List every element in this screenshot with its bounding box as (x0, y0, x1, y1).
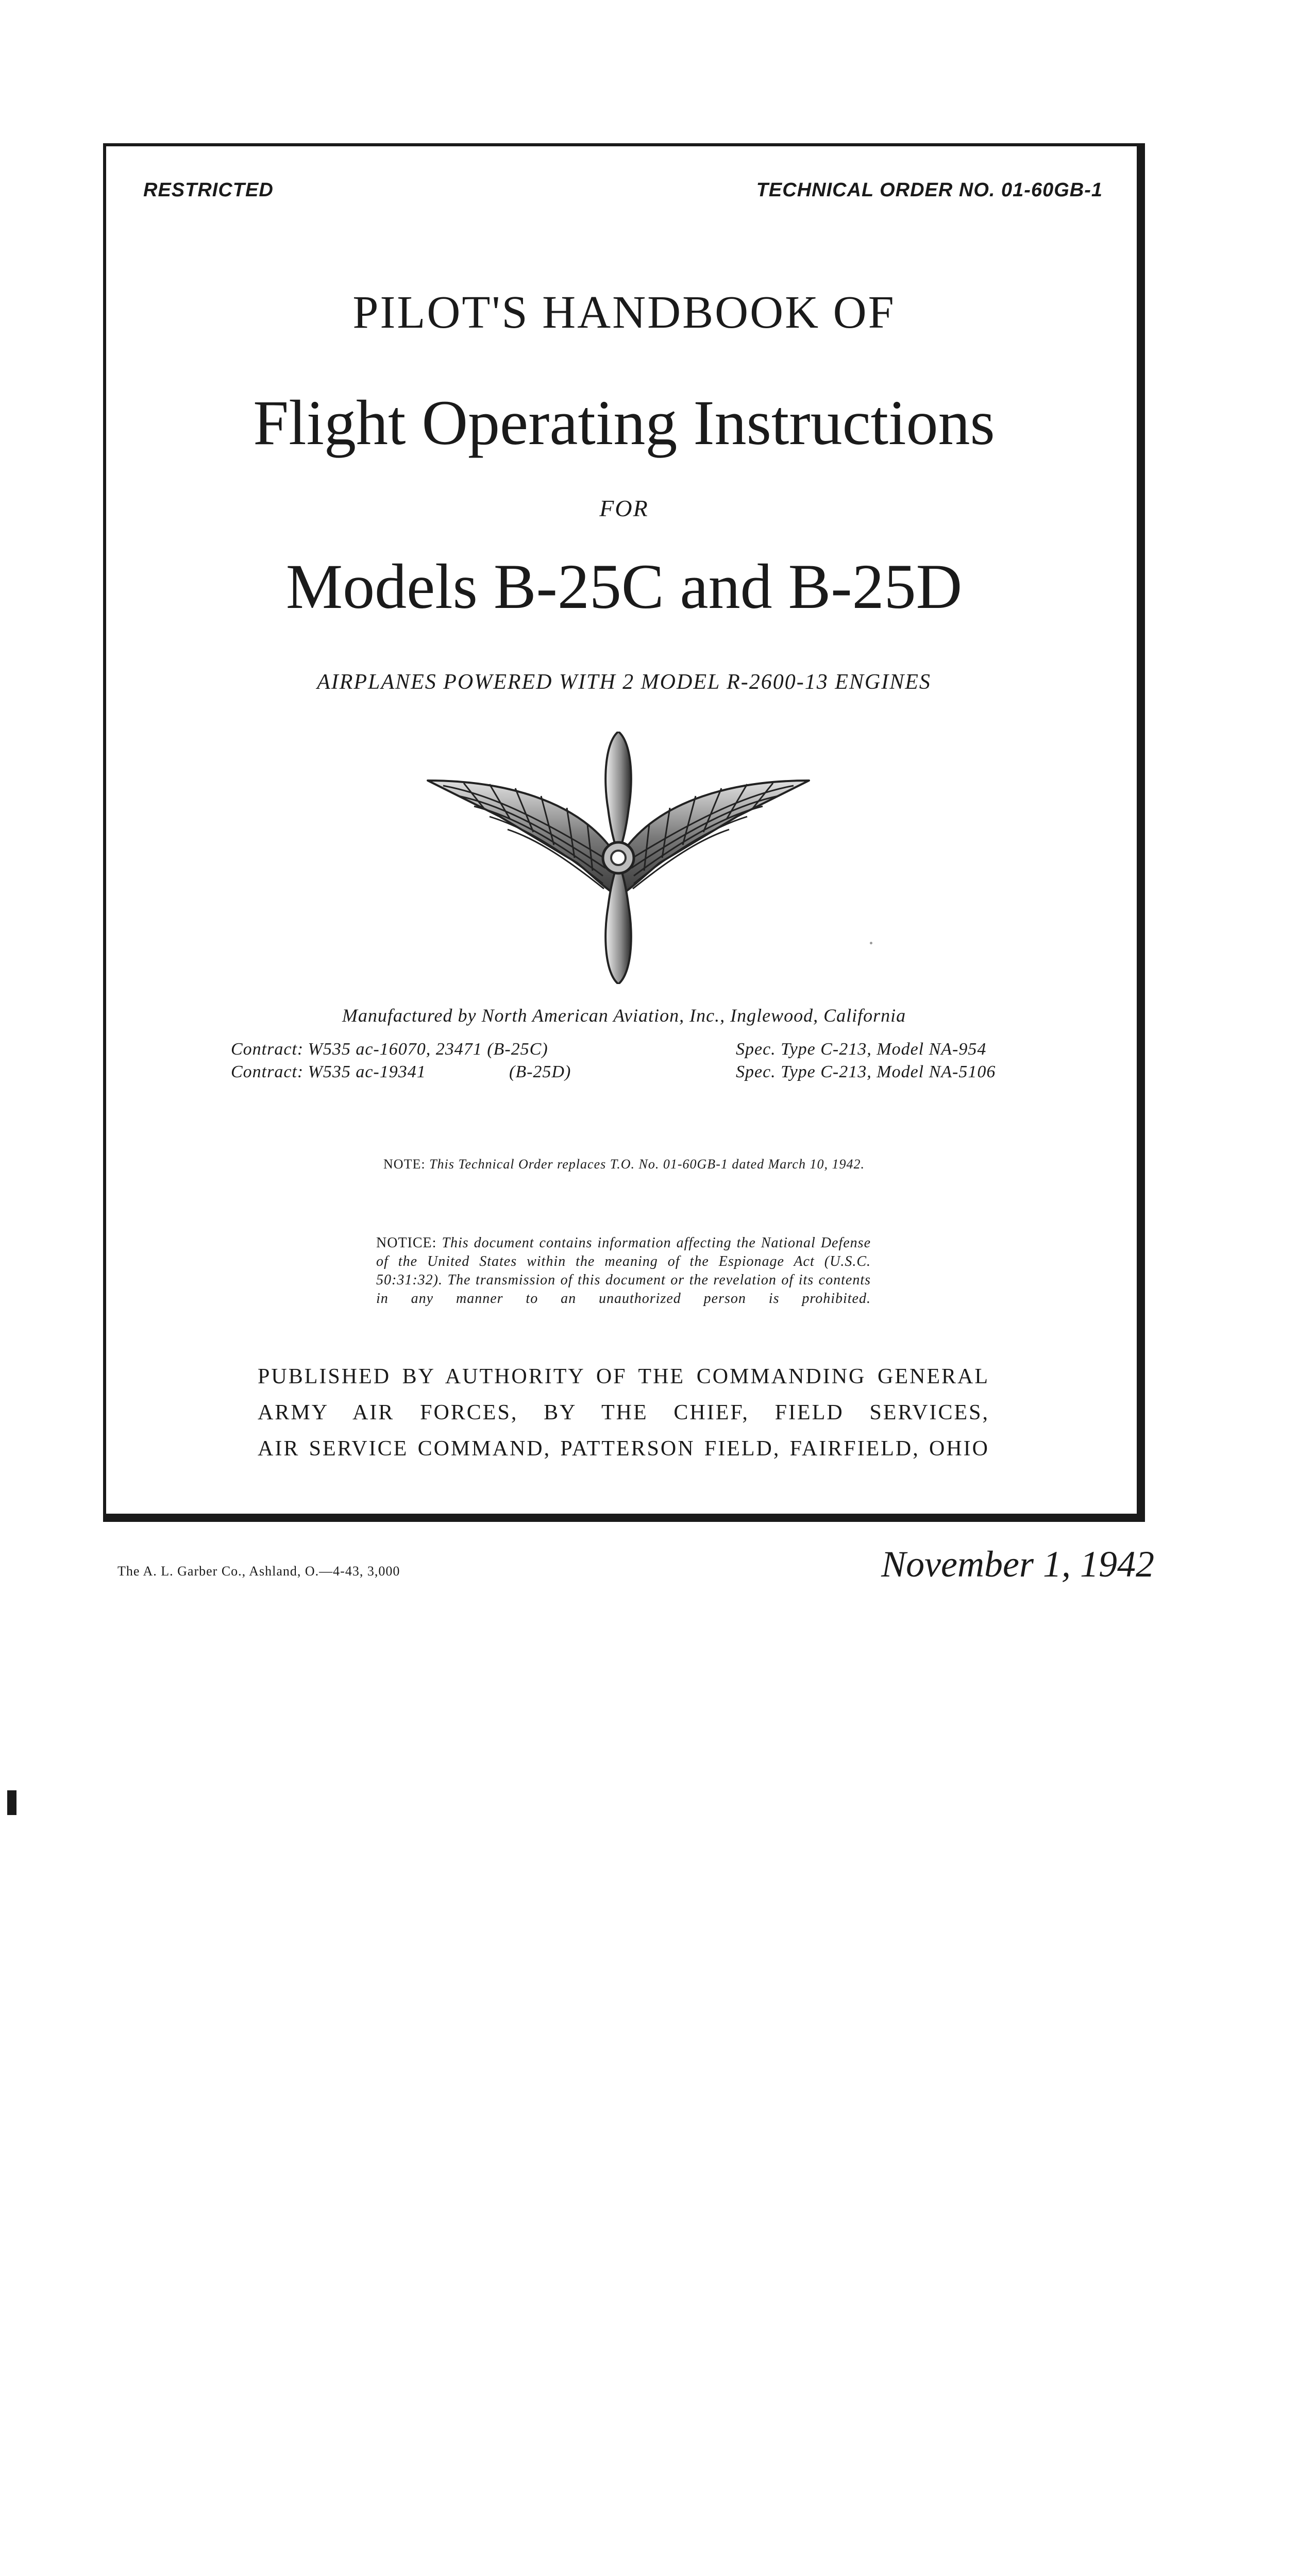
classification-label: RESTRICTED (143, 179, 274, 201)
contract-number: W535 ac-19341 (308, 1062, 426, 1081)
contract-number: W535 ac-16070, 23471 (B-25C) (308, 1040, 548, 1059)
scan-speck (870, 942, 872, 944)
publisher-line-2: ARMY AIR FORCES, BY THE CHIEF, FIELD SERVICES, (258, 1401, 989, 1425)
note-line (103, 1157, 1145, 1172)
publisher-line-3: AIR SERVICE COMMAND, PATTERSON FIELD, FAIRFIELD, OHIO (258, 1437, 989, 1461)
contract-spec-1: Spec. Type C-213, Model NA-954 (736, 1040, 987, 1059)
scan-edge-mark (7, 1790, 16, 1815)
contract-model-2: (B-25D) (509, 1062, 571, 1081)
technical-order-number: TECHNICAL ORDER NO. 01-60GB-1 (756, 179, 1103, 201)
contract-label: Contract: (231, 1062, 304, 1081)
note-label: NOTE: (383, 1157, 426, 1172)
title-models: Models B-25C and B-25D (285, 551, 963, 622)
contract-label: Contract: (231, 1040, 304, 1059)
publisher-line-1: PUBLISHED BY AUTHORITY OF THE COMMANDING GENERAL (258, 1365, 989, 1388)
printer-imprint: The A. L. Garber Co., Ashland, O.—4-43, 3,000 (117, 1564, 400, 1579)
winged-propeller-emblem-icon (423, 732, 814, 984)
contract-row-1 (231, 1040, 548, 1059)
contract-row-2 (231, 1062, 426, 1082)
note-text: This Technical Order replaces T.O. No. 01-60GB-1 dated March 10, 1942. (429, 1157, 865, 1172)
publication-date: November 1, 1942 (881, 1544, 1154, 1585)
contract-spec-2: Spec. Type C-213, Model NA-5106 (736, 1062, 996, 1081)
title-line-for: FOR (599, 495, 649, 521)
title-line-2: Flight Operating Instructions (253, 387, 995, 458)
notice-text: This document contains information affecting the National Defense of the United States within the meaning of the Espionage Act (U.S.C. 50:31:32). The transmission of this document or the revelation of its contents in any manner to an unauthorized person is prohibited. (376, 1235, 871, 1307)
subtitle-engines: AIRPLANES POWERED WITH 2 MODEL R-2600-13 ENGINES (317, 670, 931, 694)
notice-label: NOTICE: (376, 1235, 437, 1251)
title-line-1: PILOT'S HANDBOOK OF (352, 287, 896, 338)
manufacturer-line: Manufactured by North American Aviation, Inc., Inglewood, California (342, 1005, 906, 1026)
notice-paragraph (376, 1234, 871, 1308)
